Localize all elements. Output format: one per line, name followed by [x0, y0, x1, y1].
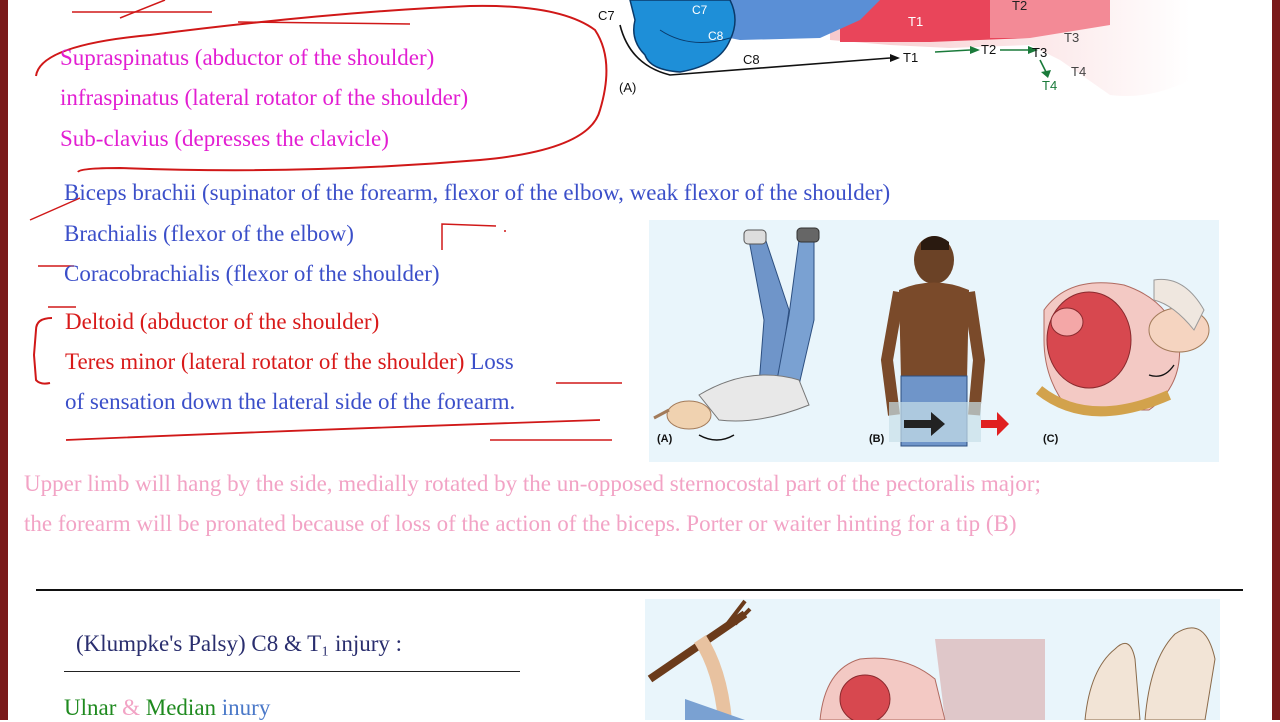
label-c7-hand: C7 — [692, 3, 708, 17]
fetus-klumpke — [840, 675, 890, 720]
muscle-biceps-brachii: Biceps brachii (supinator of the forearm, flexor of the elbow, weak flexor of the shoulder) — [64, 180, 891, 205]
torso-standing — [899, 283, 969, 381]
loss-of-sensation: of sensation down the lateral side of the forearm. — [65, 389, 516, 414]
panel-label-a: (A) — [619, 80, 637, 95]
label-t4-arrow: T4 — [1042, 78, 1058, 93]
annotation-brace — [34, 318, 52, 384]
klumpke-illustration — [645, 599, 1220, 720]
shirt-fallen — [699, 375, 809, 421]
muscle-teres-minor: Teres minor (lateral rotator of the shoulder) — [65, 349, 465, 374]
label-t1: T1 — [908, 14, 924, 29]
fetus-head — [1051, 308, 1083, 336]
hair-standing — [921, 236, 949, 250]
muscle-brachialis: Brachialis (flexor of the elbow) — [64, 221, 354, 246]
shadow-region — [935, 639, 1045, 720]
label-t3-arrow: T3 — [1032, 45, 1048, 60]
klumpke-heading: (Klumpke's Palsy) C8 & T₁ injury : — [76, 631, 403, 656]
label-b: (B) — [869, 433, 885, 445]
label-c7: C7 — [598, 8, 615, 23]
arm-left-standing — [887, 292, 899, 415]
label-c: (C) — [1043, 433, 1059, 445]
fetus-body — [1047, 292, 1131, 388]
label-t2-arrow: T2 — [981, 42, 997, 57]
klumpke-figure — [645, 599, 1220, 720]
annotation-underline-sensation — [66, 420, 600, 440]
ampersand: & — [122, 695, 141, 720]
annotation-dot — [504, 230, 506, 232]
muscle-supraspinatus: Supraspinatus (abductor of the shoulder) — [60, 45, 435, 70]
klumpke-heading-rule — [64, 671, 520, 672]
ulnar-median-line — [64, 694, 270, 722]
label-c8-hand: C8 — [708, 29, 724, 43]
arrow-red-b — [981, 412, 1009, 436]
arm-right-standing — [969, 292, 979, 415]
head-fallen — [667, 401, 711, 429]
injury-word: inury — [221, 695, 271, 720]
label-t2: T2 — [1012, 0, 1028, 13]
annotation-bracket-brachialis — [442, 224, 496, 250]
muscle-infraspinatus: infraspinatus (lateral rotator of the shoulder) — [60, 85, 469, 110]
curved-arrow-a — [699, 435, 734, 440]
branch-twigs — [725, 601, 750, 627]
shirt-hanging — [685, 699, 745, 720]
shoe-left — [744, 230, 766, 244]
label-a: (A) — [657, 433, 673, 445]
claw-hand-left — [1085, 643, 1140, 720]
median-word: Median — [145, 695, 217, 720]
claw-hand-right — [1145, 628, 1215, 720]
summary-line-2: the forearm will be pronated because of loss of the action of the biceps. Porter or waiter hinting for a tip (B) — [24, 511, 1017, 536]
ulnar-word: Ulnar — [64, 695, 117, 720]
label-t4: T4 — [1071, 64, 1087, 79]
annotation-slash-top — [120, 0, 165, 18]
shoe-right — [797, 228, 819, 242]
label-t3: T3 — [1064, 30, 1080, 45]
erb-palsy-illustration — [649, 220, 1219, 462]
teres-minor-line — [65, 348, 514, 376]
label-t1-arrow: T1 — [903, 50, 919, 65]
muscle-deltoid: Deltoid (abductor of the shoulder) — [65, 309, 380, 334]
muscle-subclavius: Sub-clavius (depresses the clavicle) — [60, 126, 389, 151]
loss-word: Loss — [470, 349, 514, 374]
section-divider — [36, 589, 1243, 591]
label-c8-arrow: C8 — [743, 52, 760, 67]
summary-line-1: Upper limb will hang by the side, medially rotated by the un-opposed sternocostal part of the pectoralis major; — [24, 471, 1041, 496]
erb-palsy-figure — [649, 220, 1219, 462]
muscle-coracobrachialis: Coracobrachialis (flexor of the shoulder) — [64, 261, 440, 286]
